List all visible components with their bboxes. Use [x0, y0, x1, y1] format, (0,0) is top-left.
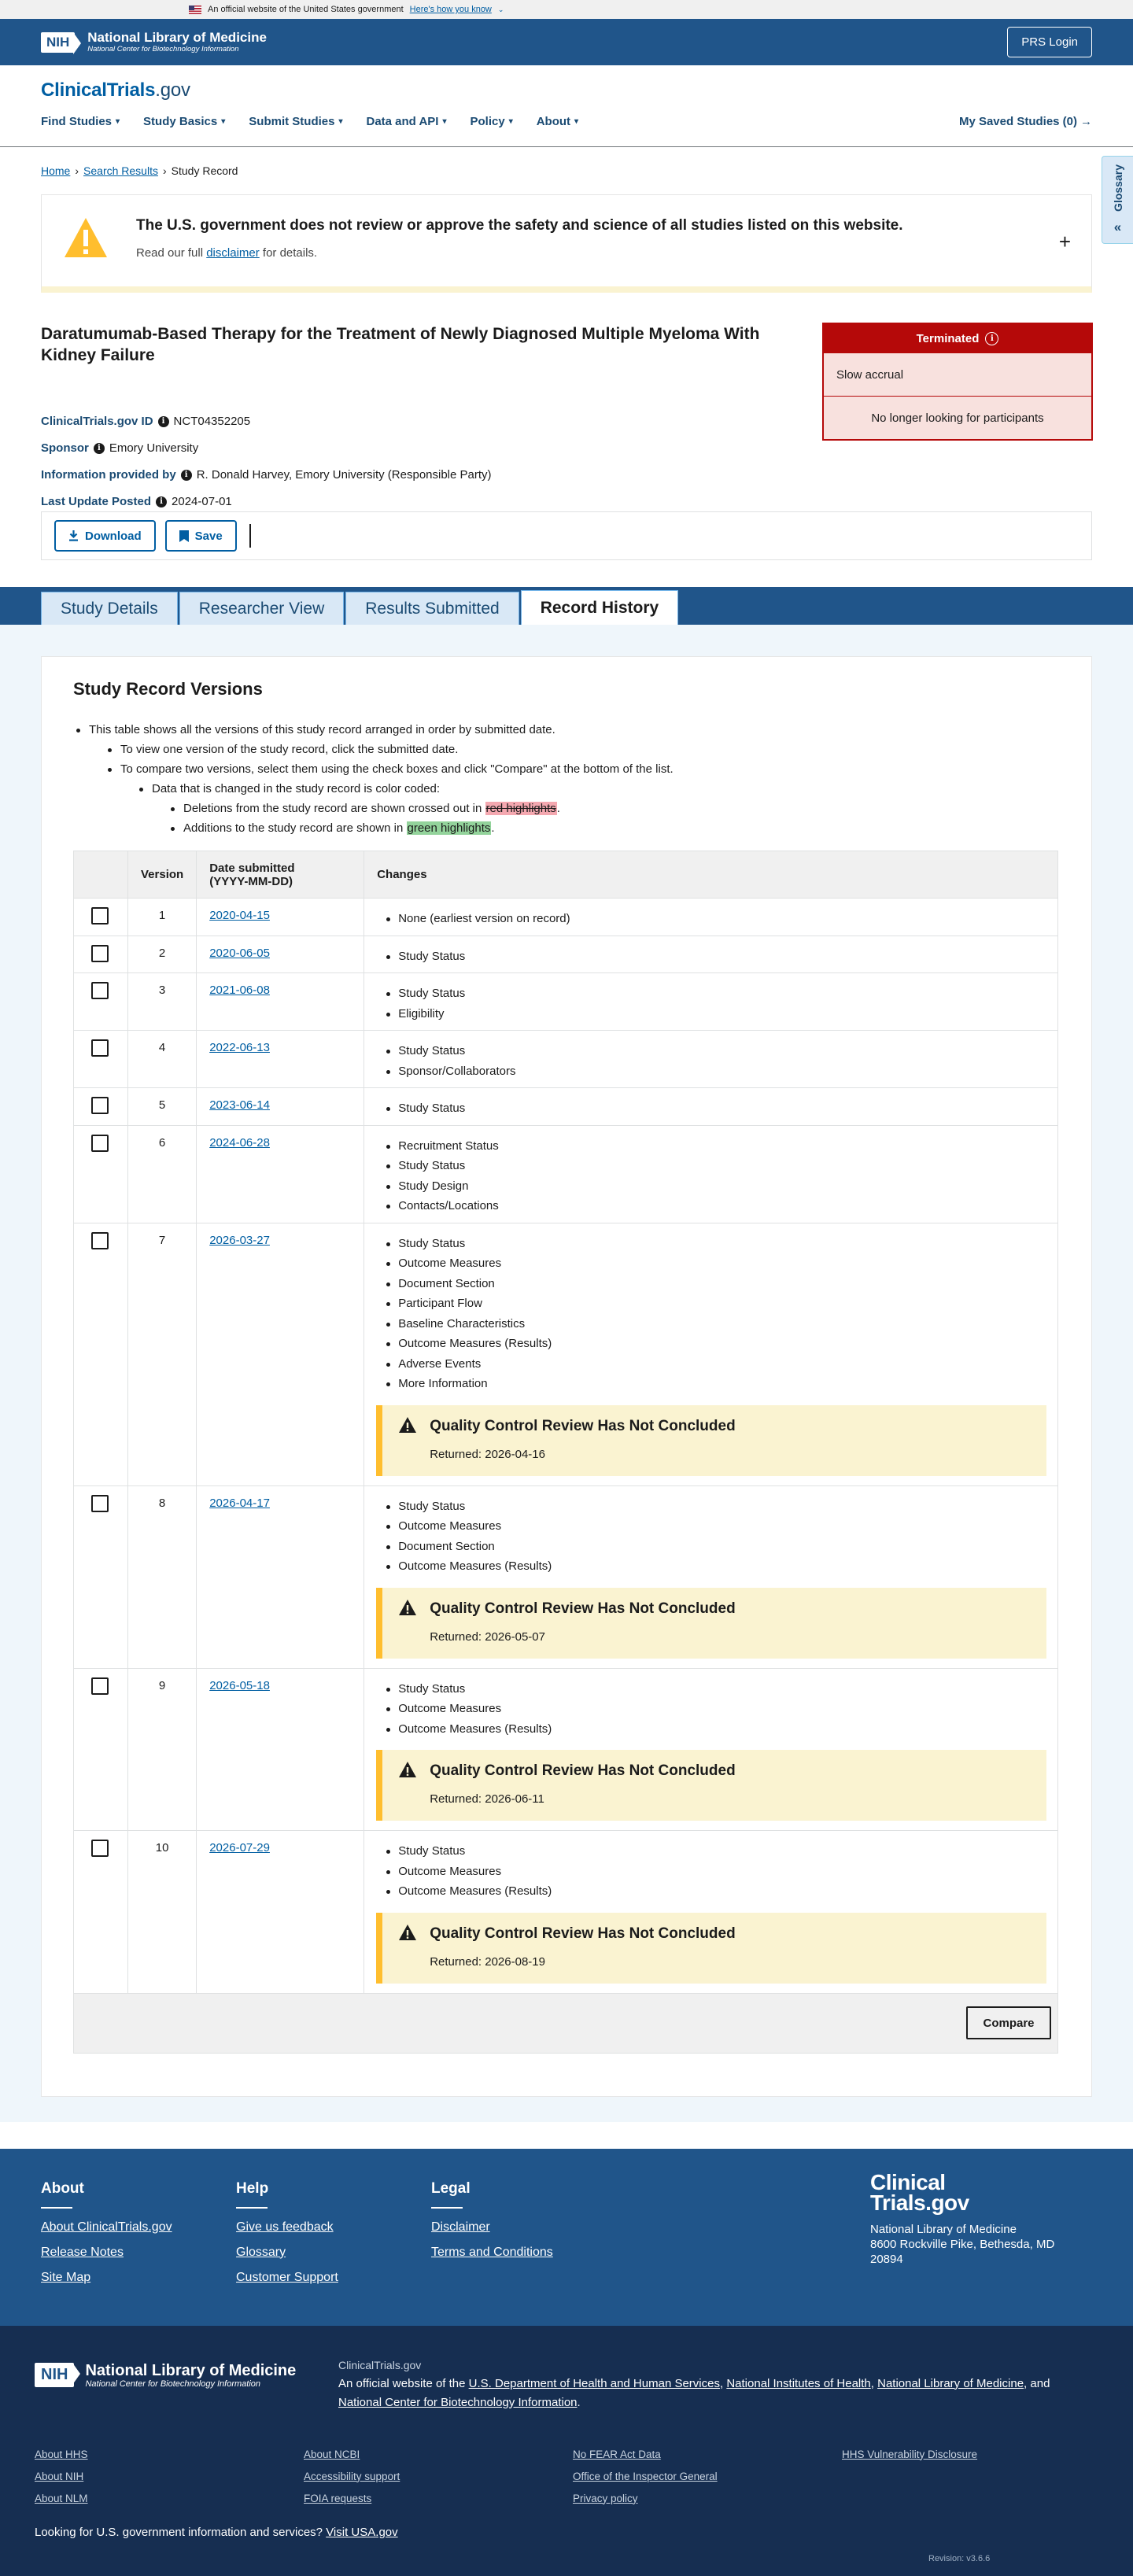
table-row: [74, 936, 1058, 973]
version-date-link[interactable]: 2020-04-15: [209, 909, 270, 922]
versions-table: [73, 851, 1058, 2054]
info-icon[interactable]: i: [94, 443, 105, 454]
tab-researcher-view[interactable]: Researcher View: [179, 592, 345, 625]
disclaimer-title: The U.S. government does not review or approve the safety and science of all studies listed on this website.: [136, 217, 903, 234]
qc-title: Quality Control Review Has Not Concluded: [430, 1762, 736, 1779]
changes-cell: [364, 1223, 1058, 1485]
changes-cell: [364, 1831, 1058, 1994]
nav-study-basics[interactable]: Study Basics ▾: [143, 114, 226, 128]
study-header: [0, 293, 1133, 511]
chevron-down-icon: ⌄: [497, 5, 504, 13]
nlm-footer-logo[interactable]: NIH National Library of Medicine National Center for Biotechnology Information: [35, 2362, 296, 2389]
date-cell: [197, 1485, 364, 1668]
select-column-header: [74, 851, 128, 899]
change-item: Eligibility: [376, 1004, 1046, 1024]
version-number: 5: [128, 1088, 197, 1126]
footer-link[interactable]: Office of the Inspector General: [573, 2470, 718, 2482]
warning-icon: [398, 1924, 417, 1941]
version-date-link[interactable]: 2026-03-27: [209, 1233, 270, 1247]
gov-banner-text: An official website of the United States government: [208, 5, 404, 14]
version-checkbox[interactable]: [91, 1232, 109, 1249]
footer-help-column: [236, 2180, 338, 2296]
nav-policy[interactable]: Policy ▾: [470, 114, 513, 128]
footer-about-heading: About: [41, 2179, 84, 2197]
qc-returned: Returned: 2026-06-11: [430, 1792, 544, 1806]
info-icon[interactable]: i: [156, 496, 167, 507]
version-date-link[interactable]: 2024-06-28: [209, 1135, 270, 1150]
sponsor-row: Sponsor i Emory University: [41, 441, 199, 455]
main-nav: [41, 110, 578, 132]
breadcrumb-home[interactable]: Home: [41, 164, 71, 177]
usa-gov-text: Looking for U.S. government information and services? Visit USA.gov: [35, 2525, 398, 2539]
ncbi-link[interactable]: National Center for Biotechnology Information: [338, 2395, 578, 2409]
nlm-logo[interactable]: [41, 31, 267, 54]
warning-icon: [398, 1761, 417, 1778]
footer-link[interactable]: FOIA requests: [304, 2492, 372, 2504]
nav-data-and-api[interactable]: Data and API ▾: [366, 114, 447, 128]
nct-id-row: ClinicalTrials.gov ID i NCT04352205: [41, 415, 251, 428]
change-item: Outcome Measures: [376, 1862, 1046, 1882]
table-row: [74, 1223, 1058, 1485]
status-box: [822, 323, 1093, 441]
qc-title: Quality Control Review Has Not Concluded: [430, 1417, 736, 1434]
qc-title: Quality Control Review Has Not Concluded: [430, 1925, 736, 1942]
footer-link[interactable]: About NCBI: [304, 2448, 360, 2460]
changes-cell: [364, 1668, 1058, 1831]
study-title: Daratumumab-Based Therapy for the Treatment of Newly Diagnosed Multiple Myeloma With Kidney Failure: [41, 325, 760, 364]
date-cell: [197, 1088, 364, 1126]
double-chevron-left-icon: «: [1113, 220, 1122, 234]
change-item: Study Status: [376, 1098, 1046, 1119]
date-cell: [197, 1031, 364, 1088]
version-checkbox[interactable]: [91, 1840, 109, 1857]
change-item: Study Status: [376, 1041, 1046, 1061]
download-button[interactable]: Download: [54, 520, 156, 552]
last-update-row: Last Update Posted i 2024-07-01: [41, 495, 232, 508]
date-cell: [197, 936, 364, 973]
disclaimer-alert: [41, 194, 1092, 293]
nlm-subtitle: National Center for Biotechnology Information: [87, 44, 239, 54]
instruction-item: To view one version of the study record, click the submitted date.: [105, 740, 1060, 759]
change-item: Document Section: [376, 1274, 1046, 1294]
instruction-item: This table shows all the versions of this study record arranged in order by submitted date. To view one version of the study record, click the submitted date. To compare two versions, select them using the check boxes and click "Compare" at the bottom of the list. Data that is changed in the study record is color coded: Deletions from the study record are shown crossed out in red highlights. Additions to the study record are shown in green highlights.: [73, 720, 1060, 838]
study-actions: [41, 511, 1092, 560]
chevron-down-icon: ▾: [221, 116, 226, 126]
table-row: [74, 973, 1058, 1031]
footer-link[interactable]: Customer Support: [236, 2270, 338, 2284]
date-cell: [197, 1223, 364, 1485]
instruction-item: Additions to the study record are shown in green highlights.: [168, 818, 1060, 838]
site-footer: [0, 2149, 1133, 2326]
select-cell: [74, 1125, 128, 1223]
version-date-link[interactable]: 2026-07-29: [209, 1841, 270, 1854]
qc-review-alert: [376, 1913, 1046, 1984]
version-number: 9: [128, 1668, 197, 1831]
select-cell: [74, 973, 128, 1031]
table-row: [74, 1125, 1058, 1223]
footer-link[interactable]: Site Map: [41, 2270, 91, 2284]
footer-link[interactable]: About HHS: [35, 2448, 88, 2460]
compare-button[interactable]: Compare: [966, 2006, 1051, 2039]
green-highlight-sample: green highlights: [407, 821, 491, 835]
tab-results-submitted[interactable]: Results Submitted: [345, 592, 519, 625]
download-icon: [68, 530, 79, 541]
bottom-footer: [0, 2326, 1133, 2576]
breadcrumb: [0, 147, 1133, 194]
footer-about-column: [41, 2180, 172, 2296]
footer-links-col1: [35, 2444, 88, 2510]
version-column-header: Version: [128, 851, 197, 899]
chevron-down-icon: ▾: [116, 116, 120, 126]
footer-link[interactable]: About NLM: [35, 2492, 88, 2504]
change-item: Outcome Measures (Results): [376, 1881, 1046, 1902]
red-highlight-sample: red highlights: [485, 802, 556, 815]
table-row: [74, 1485, 1058, 1668]
select-cell: [74, 1031, 128, 1088]
version-checkbox[interactable]: [91, 1039, 109, 1057]
footer-legal-column: [431, 2180, 553, 2271]
hhs-link[interactable]: U.S. Department of Health and Human Services: [468, 2376, 720, 2390]
select-cell: [74, 1223, 128, 1485]
change-item: Outcome Measures: [376, 1699, 1046, 1719]
versions-heading: Study Record Versions: [73, 679, 263, 699]
official-website-text: ClinicalTrials.gov An official website of the U.S. Department of Health and Human Services, National Institutes of Health, National Library of Medicine, and National Center for Biotechnology Information.: [338, 2358, 1050, 2409]
change-item: Study Status: [376, 1841, 1046, 1862]
table-row: [74, 1031, 1058, 1088]
chevron-right-icon: ›: [75, 164, 79, 177]
change-item: Study Status: [376, 947, 1046, 967]
disclaimer-text: Read our full disclaimer for details.: [136, 246, 318, 260]
change-item: More Information: [376, 1374, 1046, 1394]
qc-review-alert: [376, 1405, 1046, 1476]
info-icon[interactable]: i: [158, 416, 169, 427]
footer-link[interactable]: No FEAR Act Data: [573, 2448, 661, 2460]
nlm-header: [0, 19, 1133, 65]
version-date-link[interactable]: 2026-05-18: [209, 1678, 270, 1692]
version-date-link[interactable]: 2026-04-17: [209, 1496, 270, 1510]
table-row: [74, 1831, 1058, 1994]
date-cell: [197, 899, 364, 936]
footer-link[interactable]: Accessibility support: [304, 2470, 400, 2482]
breadcrumb-search-results[interactable]: Search Results: [83, 164, 158, 177]
chevron-down-icon: ▾: [574, 116, 579, 126]
chevron-right-icon: ›: [162, 164, 167, 177]
footer-links-col3: [573, 2444, 718, 2510]
change-item: Outcome Measures: [376, 1516, 1046, 1537]
footer-ct-logo[interactable]: Clinical Trials.gov: [870, 2169, 969, 2216]
select-cell: [74, 1668, 128, 1831]
divider: [236, 2207, 268, 2209]
chevron-down-icon: ▾: [442, 116, 447, 126]
version-checkbox[interactable]: [91, 982, 109, 999]
versions-instructions: [73, 720, 1060, 838]
change-item: Outcome Measures (Results): [376, 1719, 1046, 1740]
footer-link[interactable]: HHS Vulnerability Disclosure: [842, 2448, 978, 2460]
version-checkbox[interactable]: [91, 1097, 109, 1114]
version-date-link[interactable]: 2021-06-08: [209, 984, 270, 997]
warning-icon: [398, 1416, 417, 1434]
versions-card: [41, 656, 1092, 2097]
change-item: Outcome Measures (Results): [376, 1334, 1046, 1354]
change-item: Study Status: [376, 1679, 1046, 1699]
version-number: 7: [128, 1223, 197, 1485]
change-item: Study Status: [376, 1156, 1046, 1176]
change-item: Study Design: [376, 1176, 1046, 1197]
version-checkbox[interactable]: [91, 1135, 109, 1152]
save-button[interactable]: Save: [165, 520, 237, 552]
info-provided-row: Information provided by i R. Donald Harvey, Emory University (Responsible Party): [41, 468, 492, 482]
footer-link[interactable]: About NIH: [35, 2470, 84, 2482]
footer-link[interactable]: Release Notes: [41, 2245, 124, 2259]
change-item: Contacts/Locations: [376, 1196, 1046, 1216]
arrow-right-icon: →: [1080, 114, 1092, 128]
change-item: Recruitment Status: [376, 1136, 1046, 1157]
change-item: Study Status: [376, 984, 1046, 1004]
changes-cell: [364, 936, 1058, 973]
version-date-link[interactable]: 2023-06-14: [209, 1098, 270, 1112]
usa-gov-link[interactable]: Visit USA.gov: [326, 2525, 398, 2539]
footer-links-col2: [304, 2444, 400, 2510]
record-history-panel: [0, 625, 1133, 2122]
footer-legal-heading: Legal: [431, 2179, 471, 2197]
changes-cell: [364, 1125, 1058, 1223]
change-item: Study Status: [376, 1497, 1046, 1517]
qc-review-alert: [376, 1588, 1046, 1659]
version-number: 2: [128, 936, 197, 973]
footer-link[interactable]: Privacy policy: [573, 2492, 638, 2504]
footer-link[interactable]: Glossary: [236, 2245, 286, 2259]
change-item: Participant Flow: [376, 1294, 1046, 1314]
change-item: Baseline Characteristics: [376, 1314, 1046, 1334]
chevron-down-icon: ▾: [338, 116, 343, 126]
footer-link[interactable]: Give us feedback: [236, 2220, 334, 2234]
nct-id: NCT04352205: [173, 415, 251, 428]
change-item: Study Status: [376, 1234, 1046, 1254]
version-date-link[interactable]: 2020-06-05: [209, 946, 270, 960]
change-item: Adverse Events: [376, 1354, 1046, 1375]
nih-logo-icon: NIH: [41, 32, 75, 53]
date-column-header: Date submitted (YYYY-MM-DD): [197, 851, 364, 899]
nlm-link[interactable]: National Library of Medicine: [877, 2376, 1024, 2390]
changes-cell: [364, 1485, 1058, 1668]
table-header-row: [74, 851, 1058, 899]
gov-banner: [0, 0, 1133, 19]
version-number: 10: [128, 1831, 197, 1994]
change-item: Sponsor/Collaborators: [376, 1061, 1046, 1082]
my-saved-studies-link[interactable]: My Saved Studies (0) →: [958, 114, 1092, 128]
divider: [249, 524, 251, 548]
table-row: [74, 899, 1058, 936]
select-cell: [74, 1485, 128, 1668]
breadcrumb-current: Study Record: [171, 164, 238, 177]
select-cell: [74, 1831, 128, 1994]
changes-cell: [364, 1031, 1058, 1088]
nih-link[interactable]: National Institutes of Health: [726, 2376, 871, 2390]
footer-links-col4: [842, 2444, 977, 2466]
revision-text: Revision: v3.6.6: [928, 2553, 991, 2563]
nav-submit-studies[interactable]: Submit Studies ▾: [249, 114, 343, 128]
prs-login-button[interactable]: PRS Login: [1007, 27, 1092, 57]
instruction-item: Data that is changed in the study record is color coded: Deletions from the study record are shown crossed out in red highlights. Additions to the study record are shown in green highlights.: [136, 779, 1060, 838]
info-icon[interactable]: i: [181, 470, 192, 481]
version-number: 6: [128, 1125, 197, 1223]
warning-icon: [398, 1599, 417, 1616]
last-update-date: 2024-07-01: [172, 495, 232, 508]
qc-returned: Returned: 2026-04-16: [430, 1447, 545, 1461]
changes-cell: [364, 899, 1058, 936]
version-checkbox[interactable]: [91, 1677, 109, 1695]
recruiting-status: No longer looking for participants: [824, 396, 1091, 439]
changes-cell: [364, 973, 1058, 1031]
status-reason: Slow accrual: [824, 352, 1091, 396]
expand-plus-icon[interactable]: +: [1058, 230, 1071, 253]
date-cell: [197, 1668, 364, 1831]
info-provided-by: R. Donald Harvey, Emory University (Responsible Party): [196, 468, 492, 482]
glossary-tab[interactable]: [1102, 156, 1133, 244]
select-cell: [74, 1088, 128, 1126]
instruction-item: Deletions from the study record are shown crossed out in red highlights.: [168, 799, 1060, 818]
instruction-item: To compare two versions, select them using the check boxes and click "Compare" at the bottom of the list. Data that is changed in the study record is color coded: Deletions from the study record are shown crossed out in red highlights. Additions to the study record are shown in green highlights.: [105, 759, 1060, 838]
version-checkbox[interactable]: [91, 907, 109, 924]
disclaimer-link[interactable]: disclaimer: [206, 246, 260, 260]
version-date-link[interactable]: 2022-06-13: [209, 1041, 270, 1054]
tab-study-details[interactable]: Study Details: [41, 592, 178, 625]
version-number: 3: [128, 973, 197, 1031]
compare-cell: [74, 1993, 1058, 2053]
compare-row: [74, 1993, 1058, 2053]
change-item: Outcome Measures: [376, 1253, 1046, 1274]
version-number: 8: [128, 1485, 197, 1668]
footer-link[interactable]: Disclaimer: [431, 2220, 490, 2234]
version-checkbox[interactable]: [91, 1495, 109, 1512]
changes-column-header: Changes: [364, 851, 1058, 899]
warning-icon: [64, 216, 108, 260]
chevron-down-icon: ▾: [508, 116, 513, 126]
date-cell: [197, 1831, 364, 1994]
site-header: [0, 65, 1133, 147]
table-row: [74, 1088, 1058, 1126]
study-tabs: [0, 587, 1133, 625]
qc-title: Quality Control Review Has Not Concluded: [430, 1600, 736, 1617]
date-cell: [197, 973, 364, 1031]
sponsor: Emory University: [109, 441, 199, 455]
bookmark-icon: [179, 530, 189, 542]
divider: [431, 2207, 463, 2209]
footer-link[interactable]: About ClinicalTrials.gov: [41, 2220, 172, 2234]
nih-logo-icon: NIH: [35, 2363, 74, 2387]
qc-returned: Returned: 2026-08-19: [430, 1954, 545, 1969]
divider: [41, 2207, 72, 2209]
footer-link[interactable]: Terms and Conditions: [431, 2245, 553, 2259]
version-number: 1: [128, 899, 197, 936]
tab-record-history[interactable]: Record History: [521, 590, 679, 625]
footer-help-heading: Help: [236, 2179, 269, 2197]
nav-find-studies[interactable]: Find Studies ▾: [41, 114, 120, 128]
changes-cell: [364, 1088, 1058, 1126]
select-cell: [74, 899, 128, 936]
date-cell: [197, 1125, 364, 1223]
change-item: Document Section: [376, 1537, 1046, 1557]
footer-address: National Library of Medicine 8600 Rockville Pike, Bethesda, MD 20894: [870, 2222, 1055, 2266]
glossary-tab-label: Glossary: [1111, 164, 1124, 212]
change-item: Outcome Measures (Results): [376, 1556, 1046, 1577]
qc-review-alert: [376, 1750, 1046, 1821]
version-number: 4: [128, 1031, 197, 1088]
table-row: [74, 1668, 1058, 1831]
nav-about[interactable]: About ▾: [536, 114, 579, 128]
nlm-title: National Library of Medicine: [87, 29, 267, 45]
us-flag-icon: [189, 6, 201, 14]
version-checkbox[interactable]: [91, 945, 109, 962]
qc-returned: Returned: 2026-05-07: [430, 1629, 545, 1644]
clinicaltrials-logo[interactable]: ClinicalTrials.gov: [41, 79, 190, 101]
select-cell: [74, 936, 128, 973]
heres-how-you-know-link[interactable]: Here's how you know: [409, 5, 492, 14]
info-icon[interactable]: i: [985, 332, 998, 345]
status-badge: Terminated i: [824, 324, 1091, 352]
change-item: None (earliest version on record): [376, 909, 1046, 929]
